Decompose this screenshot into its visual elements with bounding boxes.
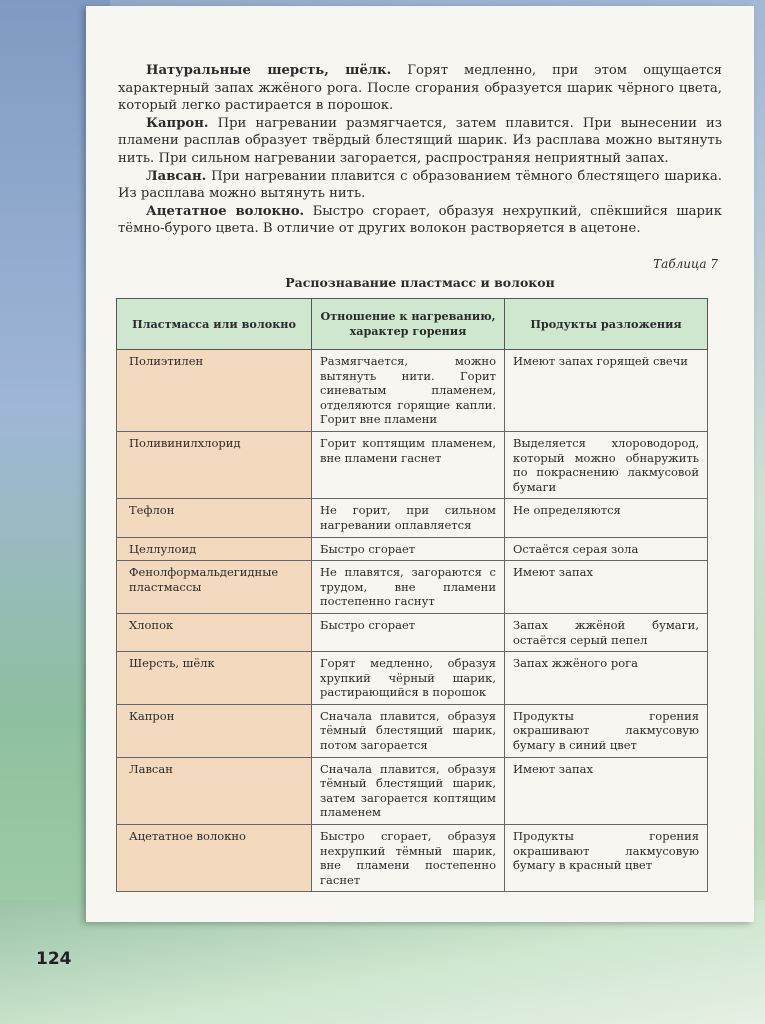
cell-material: Поливинилхлорид bbox=[117, 431, 312, 498]
cell-material: Полиэтилен bbox=[117, 350, 312, 432]
cell-heating: Быстро сгорает bbox=[312, 537, 505, 561]
paragraph-lead: Лавсан. bbox=[146, 168, 207, 184]
book-page bbox=[86, 6, 754, 922]
cell-material: Ацетатное волокно bbox=[117, 825, 312, 892]
recognition-table bbox=[116, 298, 708, 892]
cell-heating: Размягчается, можно вытянуть нити. Горит синеватым пламенем, отделяются горящие капли. Горит вне пламени bbox=[312, 350, 505, 432]
paragraph bbox=[118, 115, 722, 168]
paragraph-lead: Натуральные шерсть, шёлк. bbox=[146, 63, 392, 78]
cell-products: Запах жжёной бумаги, остаётся серый пепел bbox=[505, 613, 708, 651]
cell-heating: Сначала плавится, образуя тёмный блестящий шарик, затем загорается коптящим пламенем bbox=[312, 757, 505, 824]
cell-heating: Не горит, при сильном нагревании оплавляется bbox=[312, 499, 505, 537]
cell-material: Целлулоид bbox=[117, 537, 312, 561]
header-heating: Отношение к нагреванию, характер горения bbox=[312, 299, 505, 350]
table-row bbox=[117, 561, 708, 614]
table-row bbox=[117, 537, 708, 561]
cell-products: Продукты горения окрашивают лакмусовую бумагу в синий цвет bbox=[505, 704, 708, 757]
cell-material: Фенолформальдегидные пластмассы bbox=[117, 561, 312, 614]
cell-products: Не определяются bbox=[505, 499, 708, 537]
table-row bbox=[117, 350, 708, 432]
paragraph-lead: Капрон. bbox=[146, 115, 209, 131]
cell-products: Имеют запах bbox=[505, 757, 708, 824]
table-title: Распознавание пластмасс и волокон bbox=[285, 275, 555, 290]
cell-heating: Быстро сгорает bbox=[312, 613, 505, 651]
cell-products: Продукты горения окрашивают лакмусовую бумагу в красный цвет bbox=[505, 825, 708, 892]
cell-products: Запах жжёного рога bbox=[505, 652, 708, 705]
cell-heating: Горят медленно, образуя хрупкий чёрный шарик, растирающийся в порошок bbox=[312, 652, 505, 705]
cell-material: Шерсть, шёлк bbox=[117, 652, 312, 705]
page-number: 124 bbox=[36, 949, 72, 969]
table-row bbox=[117, 652, 708, 705]
table-header-row bbox=[117, 299, 708, 350]
cell-heating: Горит коптящим пламенем, вне пламени гаснет bbox=[312, 431, 505, 498]
cell-products: Выделяется хлороводород, который можно обнаружить по покраснению лакмусовой бумаги bbox=[505, 431, 708, 498]
table-row bbox=[117, 613, 708, 651]
paragraph-text: Быстро сгорает, образуя нехрупкий, спёкшийся шарик тёмно-бурого цвета. В отличие от других волокон растворяется в ацетоне. bbox=[118, 203, 722, 237]
cell-material: Лавсан bbox=[117, 757, 312, 824]
paragraph bbox=[118, 203, 722, 238]
cell-products: Имеют запах горящей свечи bbox=[505, 350, 708, 432]
paragraph-text: При нагревании размягчается, затем плавится. При вынесении из пламени расплав образует твёрдый блестящий шарик. Из расплава можно вытянуть нить. При сильном нагревании загорается, распространяя неприятный запах. bbox=[118, 115, 722, 166]
cell-heating: Не плавятся, загораются с трудом, вне пламени постепенно гаснут bbox=[312, 561, 505, 614]
cell-material: Тефлон bbox=[117, 499, 312, 537]
cell-material: Хлопок bbox=[117, 613, 312, 651]
cell-heating: Сначала плавится, образуя тёмный блестящий шарик, потом загорается bbox=[312, 704, 505, 757]
paragraph-text: Горят медленно, при этом ощущается характерный запах жжёного рога. После сгорания образуется шарик чёрного цвета, который легко растирается в порошок. bbox=[118, 63, 722, 114]
paragraph bbox=[118, 62, 722, 115]
body-text bbox=[118, 62, 722, 238]
paragraph bbox=[118, 168, 722, 203]
table-row bbox=[117, 704, 708, 757]
cell-material: Капрон bbox=[117, 704, 312, 757]
table-number: Таблица 7 bbox=[653, 257, 718, 271]
paragraph-text: При нагревании плавится с образованием тёмного блестящего шарика. Из расплава можно вытянуть нить. bbox=[118, 168, 722, 202]
paragraph-lead: Ацетатное волокно. bbox=[146, 203, 305, 219]
cell-products: Имеют запах bbox=[505, 561, 708, 614]
table-row bbox=[117, 825, 708, 892]
header-products: Продукты разложения bbox=[505, 299, 708, 350]
cell-heating: Быстро сгорает, образуя нехрупкий тёмный шарик, вне пламени постепенно гаснет bbox=[312, 825, 505, 892]
header-material: Пластмасса или волокно bbox=[117, 299, 312, 350]
table-row bbox=[117, 431, 708, 498]
table-row bbox=[117, 499, 708, 537]
cell-products: Остаётся серая зола bbox=[505, 537, 708, 561]
table-row bbox=[117, 757, 708, 824]
